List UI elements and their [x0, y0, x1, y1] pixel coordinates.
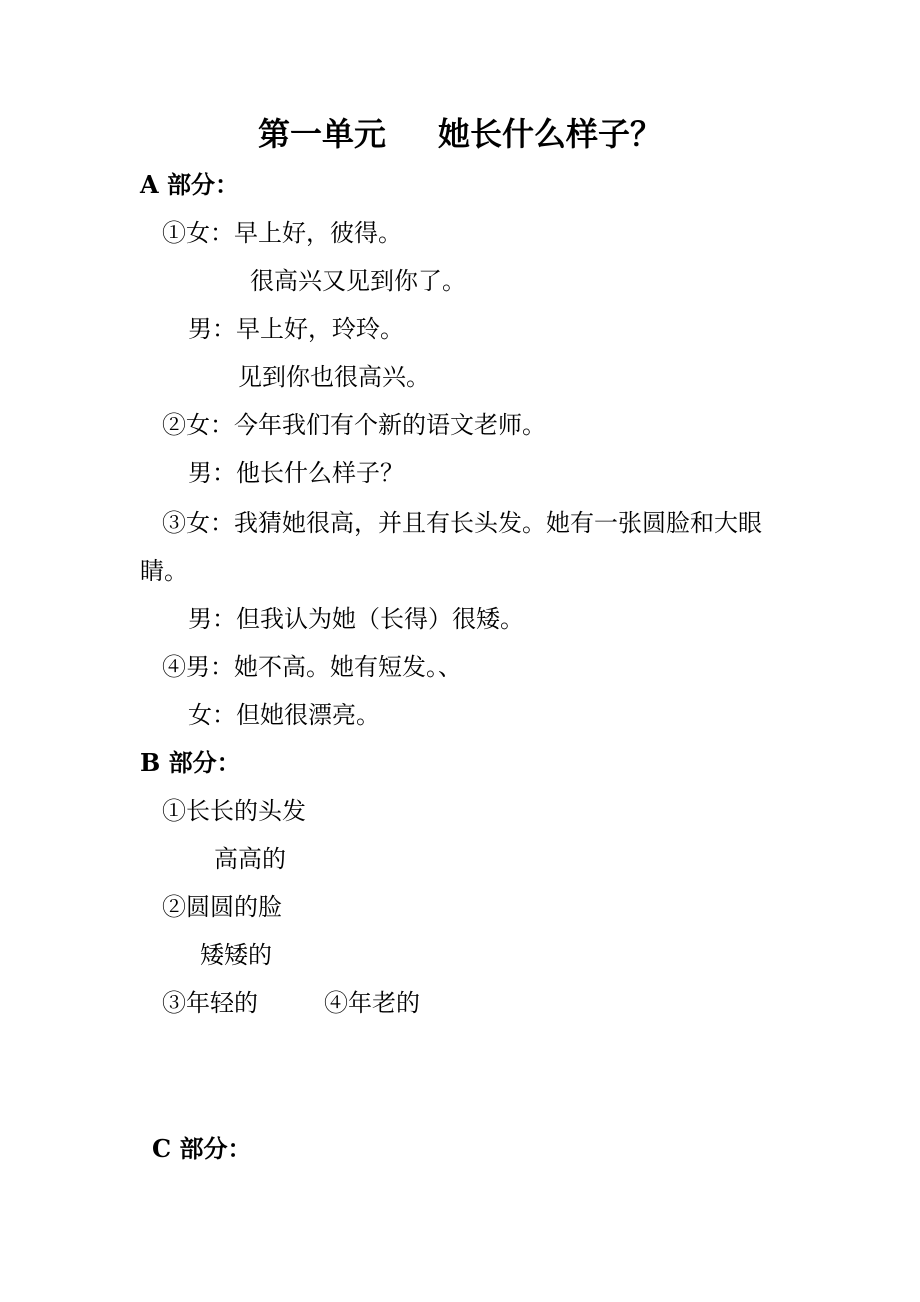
dialogue-line-10: ④男：她不高。她有短发。、	[162, 653, 462, 681]
dialogue-line-11: 女：但她很漂亮。	[188, 701, 380, 729]
vocab-item-4: 矮矮的	[200, 941, 272, 969]
title-unit: 第一单元	[257, 115, 386, 153]
section-a-heading: A 部分：	[140, 170, 239, 199]
dialogue-line-1: ①女：早上好，彼得。	[162, 219, 402, 247]
vocab-item-5: ③年轻的	[162, 989, 258, 1017]
dialogue-line-4: 见到你也很高兴。	[238, 363, 430, 391]
dialogue-line-9: 男：但我认为她（长得）很矮。	[188, 605, 524, 633]
vocab-item-1: ①长长的头发	[162, 797, 306, 825]
section-c-heading: C 部分：	[152, 1134, 252, 1163]
vocab-item-3: ②圆圆的脸	[162, 893, 282, 921]
vocab-item-6: ④年老的	[324, 989, 420, 1017]
page-title	[0, 114, 920, 154]
dialogue-line-7: ③女：我猜她很高，并且有长头发。她有一张圆脸和大眼	[162, 509, 762, 537]
dialogue-line-5: ②女：今年我们有个新的语文老师。	[162, 411, 546, 439]
section-b-heading: B 部分：	[140, 748, 241, 777]
vocab-item-2: 高高的	[214, 845, 286, 873]
title-lesson: 她长什么样子？	[438, 115, 663, 153]
dialogue-line-2: 很高兴又见到你了。	[250, 267, 466, 295]
dialogue-line-3: 男：早上好，玲玲。	[188, 315, 404, 343]
dialogue-line-8: 睛。	[140, 557, 188, 585]
dialogue-line-6: 男：他长什么样子？	[188, 459, 404, 487]
